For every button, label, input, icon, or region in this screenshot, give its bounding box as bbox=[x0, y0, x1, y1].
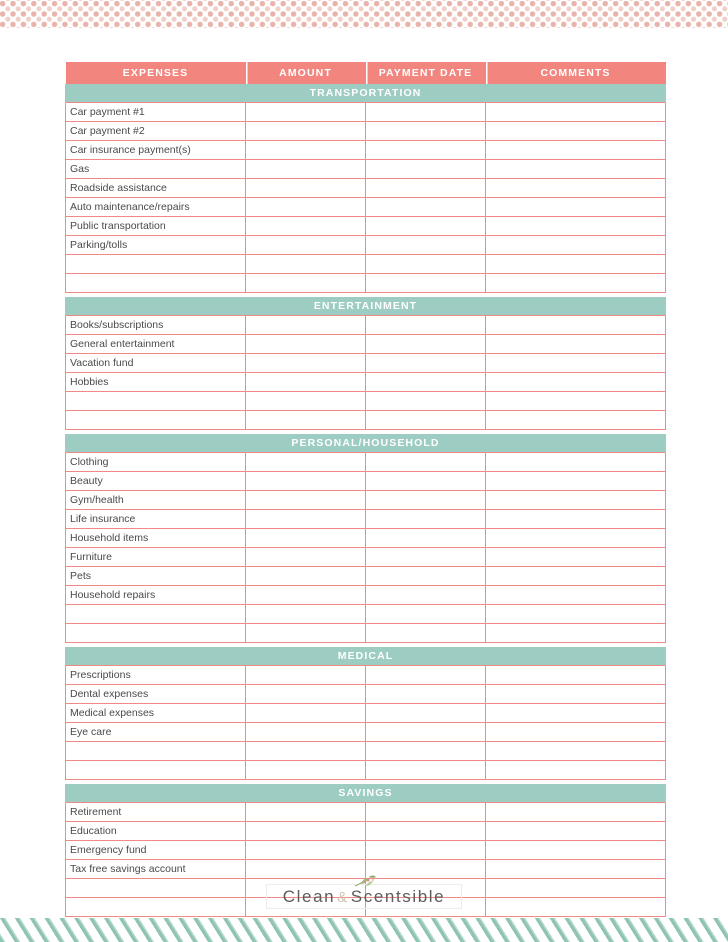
amount-cell[interactable] bbox=[246, 255, 366, 274]
comments-cell[interactable] bbox=[486, 392, 666, 411]
amount-cell[interactable] bbox=[246, 491, 366, 510]
expense-label[interactable]: Pets bbox=[66, 567, 246, 586]
section-header-row bbox=[66, 784, 666, 803]
amount-cell[interactable] bbox=[246, 316, 366, 335]
column-header-expenses: EXPENSES bbox=[66, 62, 246, 84]
expense-label[interactable]: Beauty bbox=[66, 472, 246, 491]
expense-label[interactable]: Household items bbox=[66, 529, 246, 548]
expense-label[interactable]: Dental expenses bbox=[66, 685, 246, 704]
payment-date-cell[interactable] bbox=[366, 217, 486, 236]
comments-cell[interactable] bbox=[486, 472, 666, 491]
expense-label[interactable]: Household repairs bbox=[66, 586, 246, 605]
expense-label[interactable]: Eye care bbox=[66, 723, 246, 742]
table-row bbox=[66, 761, 666, 780]
expense-label[interactable]: Car payment #1 bbox=[66, 103, 246, 122]
table-row bbox=[66, 373, 666, 392]
expense-label[interactable]: Prescriptions bbox=[66, 666, 246, 685]
amount-cell[interactable] bbox=[246, 122, 366, 141]
payment-date-cell[interactable] bbox=[366, 392, 486, 411]
table-row bbox=[66, 255, 666, 274]
payment-date-cell[interactable] bbox=[366, 841, 486, 860]
table-row bbox=[66, 510, 666, 529]
table-row bbox=[66, 685, 666, 704]
amount-cell[interactable] bbox=[246, 217, 366, 236]
section-header-row bbox=[66, 434, 666, 453]
column-header-comments: COMMENTS bbox=[486, 62, 666, 84]
amount-cell[interactable] bbox=[246, 723, 366, 742]
payment-date-cell[interactable] bbox=[366, 548, 486, 567]
table-row bbox=[66, 491, 666, 510]
expense-label[interactable]: Retirement bbox=[66, 803, 246, 822]
expenses-table bbox=[65, 62, 666, 917]
payment-date-cell[interactable] bbox=[366, 723, 486, 742]
amount-cell[interactable] bbox=[246, 548, 366, 567]
brand-ampersand: & bbox=[337, 889, 349, 906]
comments-cell[interactable] bbox=[486, 255, 666, 274]
payment-date-cell[interactable] bbox=[366, 411, 486, 430]
payment-date-cell[interactable] bbox=[366, 803, 486, 822]
payment-date-cell[interactable] bbox=[366, 274, 486, 293]
expense-label[interactable]: Books/subscriptions bbox=[66, 316, 246, 335]
comments-cell[interactable] bbox=[486, 411, 666, 430]
payment-date-cell[interactable] bbox=[366, 472, 486, 491]
table-row bbox=[66, 411, 666, 430]
comments-cell[interactable] bbox=[486, 666, 666, 685]
decorative-bottom-stripe-border bbox=[0, 918, 728, 942]
amount-cell[interactable] bbox=[246, 103, 366, 122]
table-row bbox=[66, 236, 666, 255]
payment-date-cell[interactable] bbox=[366, 198, 486, 217]
section-title: ENTERTAINMENT bbox=[66, 297, 666, 316]
comments-cell[interactable] bbox=[486, 548, 666, 567]
payment-date-cell[interactable] bbox=[366, 122, 486, 141]
payment-date-cell[interactable] bbox=[366, 860, 486, 879]
payment-date-cell[interactable] bbox=[366, 354, 486, 373]
expense-label-blank[interactable] bbox=[66, 761, 246, 780]
table-row bbox=[66, 841, 666, 860]
payment-date-cell[interactable] bbox=[366, 453, 486, 472]
section-title: TRANSPORTATION bbox=[66, 84, 666, 103]
amount-cell[interactable] bbox=[246, 624, 366, 643]
comments-cell[interactable] bbox=[486, 624, 666, 643]
table-row bbox=[66, 392, 666, 411]
expense-label[interactable]: Car insurance payment(s) bbox=[66, 141, 246, 160]
comments-cell[interactable] bbox=[486, 335, 666, 354]
comments-cell[interactable] bbox=[486, 567, 666, 586]
table-row bbox=[66, 316, 666, 335]
expense-label[interactable]: Parking/tolls bbox=[66, 236, 246, 255]
expense-label[interactable]: Gym/health bbox=[66, 491, 246, 510]
amount-cell[interactable] bbox=[246, 179, 366, 198]
payment-date-cell[interactable] bbox=[366, 605, 486, 624]
comments-cell[interactable] bbox=[486, 723, 666, 742]
amount-cell[interactable] bbox=[246, 605, 366, 624]
column-header-payment-date: PAYMENT DATE bbox=[366, 62, 486, 84]
expense-label[interactable]: Vacation fund bbox=[66, 354, 246, 373]
expense-label[interactable]: Tax free savings account bbox=[66, 860, 246, 879]
amount-cell[interactable] bbox=[246, 529, 366, 548]
comments-cell[interactable] bbox=[486, 453, 666, 472]
section-header-row bbox=[66, 84, 666, 103]
amount-cell[interactable] bbox=[246, 274, 366, 293]
amount-cell[interactable] bbox=[246, 453, 366, 472]
amount-cell[interactable] bbox=[246, 586, 366, 605]
section-title: PERSONAL/HOUSEHOLD bbox=[66, 434, 666, 453]
decorative-top-dot-border bbox=[0, 0, 728, 28]
payment-date-cell[interactable] bbox=[366, 491, 486, 510]
payment-date-cell[interactable] bbox=[366, 666, 486, 685]
amount-cell[interactable] bbox=[246, 822, 366, 841]
payment-date-cell[interactable] bbox=[366, 822, 486, 841]
expense-label-blank[interactable] bbox=[66, 742, 246, 761]
section-header-row bbox=[66, 297, 666, 316]
comments-cell[interactable] bbox=[486, 742, 666, 761]
comments-cell[interactable] bbox=[486, 510, 666, 529]
expense-label[interactable]: Car payment #2 bbox=[66, 122, 246, 141]
comments-cell[interactable] bbox=[486, 274, 666, 293]
brand-word-clean: Clean bbox=[282, 887, 336, 906]
expense-label-blank[interactable] bbox=[66, 274, 246, 293]
table-row bbox=[66, 179, 666, 198]
comments-cell[interactable] bbox=[486, 860, 666, 879]
brand-word-scentsible: Scentsible bbox=[350, 887, 446, 906]
amount-cell[interactable] bbox=[246, 354, 366, 373]
comments-cell[interactable] bbox=[486, 179, 666, 198]
payment-date-cell[interactable] bbox=[366, 510, 486, 529]
payment-date-cell[interactable] bbox=[366, 624, 486, 643]
comments-cell[interactable] bbox=[486, 236, 666, 255]
payment-date-cell[interactable] bbox=[366, 373, 486, 392]
amount-cell[interactable] bbox=[246, 411, 366, 430]
table-row bbox=[66, 453, 666, 472]
table-row bbox=[66, 704, 666, 723]
table-row bbox=[66, 160, 666, 179]
table-row bbox=[66, 274, 666, 293]
table-row bbox=[66, 624, 666, 643]
table-row bbox=[66, 529, 666, 548]
section-title: SAVINGS bbox=[66, 784, 666, 803]
expense-label-blank[interactable] bbox=[66, 392, 246, 411]
comments-cell[interactable] bbox=[486, 316, 666, 335]
table-header bbox=[66, 62, 666, 84]
table-row bbox=[66, 803, 666, 822]
logo-frame bbox=[266, 884, 462, 909]
expense-label[interactable]: Furniture bbox=[66, 548, 246, 567]
section-header-row bbox=[66, 647, 666, 666]
amount-cell[interactable] bbox=[246, 567, 366, 586]
amount-cell[interactable] bbox=[246, 510, 366, 529]
amount-cell[interactable] bbox=[246, 761, 366, 780]
expense-label[interactable]: Auto maintenance/repairs bbox=[66, 198, 246, 217]
comments-cell[interactable] bbox=[486, 704, 666, 723]
table-row bbox=[66, 122, 666, 141]
comments-cell[interactable] bbox=[486, 841, 666, 860]
amount-cell[interactable] bbox=[246, 704, 366, 723]
comments-cell[interactable] bbox=[486, 198, 666, 217]
table-row bbox=[66, 103, 666, 122]
amount-cell[interactable] bbox=[246, 198, 366, 217]
payment-date-cell[interactable] bbox=[366, 335, 486, 354]
table-row bbox=[66, 586, 666, 605]
comments-cell[interactable] bbox=[486, 685, 666, 704]
floral-sprig-icon bbox=[352, 874, 378, 890]
amount-cell[interactable] bbox=[246, 666, 366, 685]
table-row bbox=[66, 198, 666, 217]
comments-cell[interactable] bbox=[486, 605, 666, 624]
table-header-row bbox=[66, 62, 666, 84]
expense-label[interactable]: Education bbox=[66, 822, 246, 841]
payment-date-cell[interactable] bbox=[366, 586, 486, 605]
payment-date-cell[interactable] bbox=[366, 567, 486, 586]
comments-cell[interactable] bbox=[486, 217, 666, 236]
comments-cell[interactable] bbox=[486, 803, 666, 822]
expense-label[interactable]: Roadside assistance bbox=[66, 179, 246, 198]
table-row bbox=[66, 354, 666, 373]
table-row bbox=[66, 141, 666, 160]
amount-cell[interactable] bbox=[246, 335, 366, 354]
payment-date-cell[interactable] bbox=[366, 742, 486, 761]
comments-cell[interactable] bbox=[486, 141, 666, 160]
payment-date-cell[interactable] bbox=[366, 761, 486, 780]
payment-date-cell[interactable] bbox=[366, 179, 486, 198]
expense-label[interactable]: Clothing bbox=[66, 453, 246, 472]
comments-cell[interactable] bbox=[486, 354, 666, 373]
table-row bbox=[66, 548, 666, 567]
expense-label[interactable]: Hobbies bbox=[66, 373, 246, 392]
table-row bbox=[66, 605, 666, 624]
payment-date-cell[interactable] bbox=[366, 685, 486, 704]
payment-date-cell[interactable] bbox=[366, 704, 486, 723]
amount-cell[interactable] bbox=[246, 141, 366, 160]
expense-label[interactable]: General entertainment bbox=[66, 335, 246, 354]
payment-date-cell[interactable] bbox=[366, 529, 486, 548]
amount-cell[interactable] bbox=[246, 373, 366, 392]
section-title: MEDICAL bbox=[66, 647, 666, 666]
table-row bbox=[66, 335, 666, 354]
comments-cell[interactable] bbox=[486, 373, 666, 392]
payment-date-cell[interactable] bbox=[366, 141, 486, 160]
expense-label-blank[interactable] bbox=[66, 411, 246, 430]
expense-label-blank[interactable] bbox=[66, 605, 246, 624]
comments-cell[interactable] bbox=[486, 122, 666, 141]
payment-date-cell[interactable] bbox=[366, 236, 486, 255]
comments-cell[interactable] bbox=[486, 822, 666, 841]
amount-cell[interactable] bbox=[246, 803, 366, 822]
comments-cell[interactable] bbox=[486, 529, 666, 548]
amount-cell[interactable] bbox=[246, 160, 366, 179]
amount-cell[interactable] bbox=[246, 685, 366, 704]
expense-label[interactable]: Public transportation bbox=[66, 217, 246, 236]
expense-label-blank[interactable] bbox=[66, 255, 246, 274]
payment-date-cell[interactable] bbox=[366, 255, 486, 274]
amount-cell[interactable] bbox=[246, 236, 366, 255]
expense-label[interactable]: Gas bbox=[66, 160, 246, 179]
comments-cell[interactable] bbox=[486, 586, 666, 605]
table-row bbox=[66, 742, 666, 761]
amount-cell[interactable] bbox=[246, 392, 366, 411]
expense-label-blank[interactable] bbox=[66, 624, 246, 643]
amount-cell[interactable] bbox=[246, 742, 366, 761]
comments-cell[interactable] bbox=[486, 761, 666, 780]
comments-cell[interactable] bbox=[486, 491, 666, 510]
table-row bbox=[66, 822, 666, 841]
expense-label[interactable]: Emergency fund bbox=[66, 841, 246, 860]
table-row bbox=[66, 472, 666, 491]
payment-date-cell[interactable] bbox=[366, 103, 486, 122]
comments-cell[interactable] bbox=[486, 103, 666, 122]
table-row bbox=[66, 723, 666, 742]
payment-date-cell[interactable] bbox=[366, 316, 486, 335]
footer-brand-logo bbox=[0, 884, 728, 909]
payment-date-cell[interactable] bbox=[366, 160, 486, 179]
table-row bbox=[66, 567, 666, 586]
table-body bbox=[66, 84, 666, 917]
amount-cell[interactable] bbox=[246, 841, 366, 860]
expense-label[interactable]: Life insurance bbox=[66, 510, 246, 529]
comments-cell[interactable] bbox=[486, 160, 666, 179]
amount-cell[interactable] bbox=[246, 860, 366, 879]
column-header-amount: AMOUNT bbox=[246, 62, 366, 84]
table-row bbox=[66, 217, 666, 236]
amount-cell[interactable] bbox=[246, 472, 366, 491]
expense-label[interactable]: Medical expenses bbox=[66, 704, 246, 723]
table-row bbox=[66, 666, 666, 685]
budget-worksheet bbox=[65, 62, 665, 917]
